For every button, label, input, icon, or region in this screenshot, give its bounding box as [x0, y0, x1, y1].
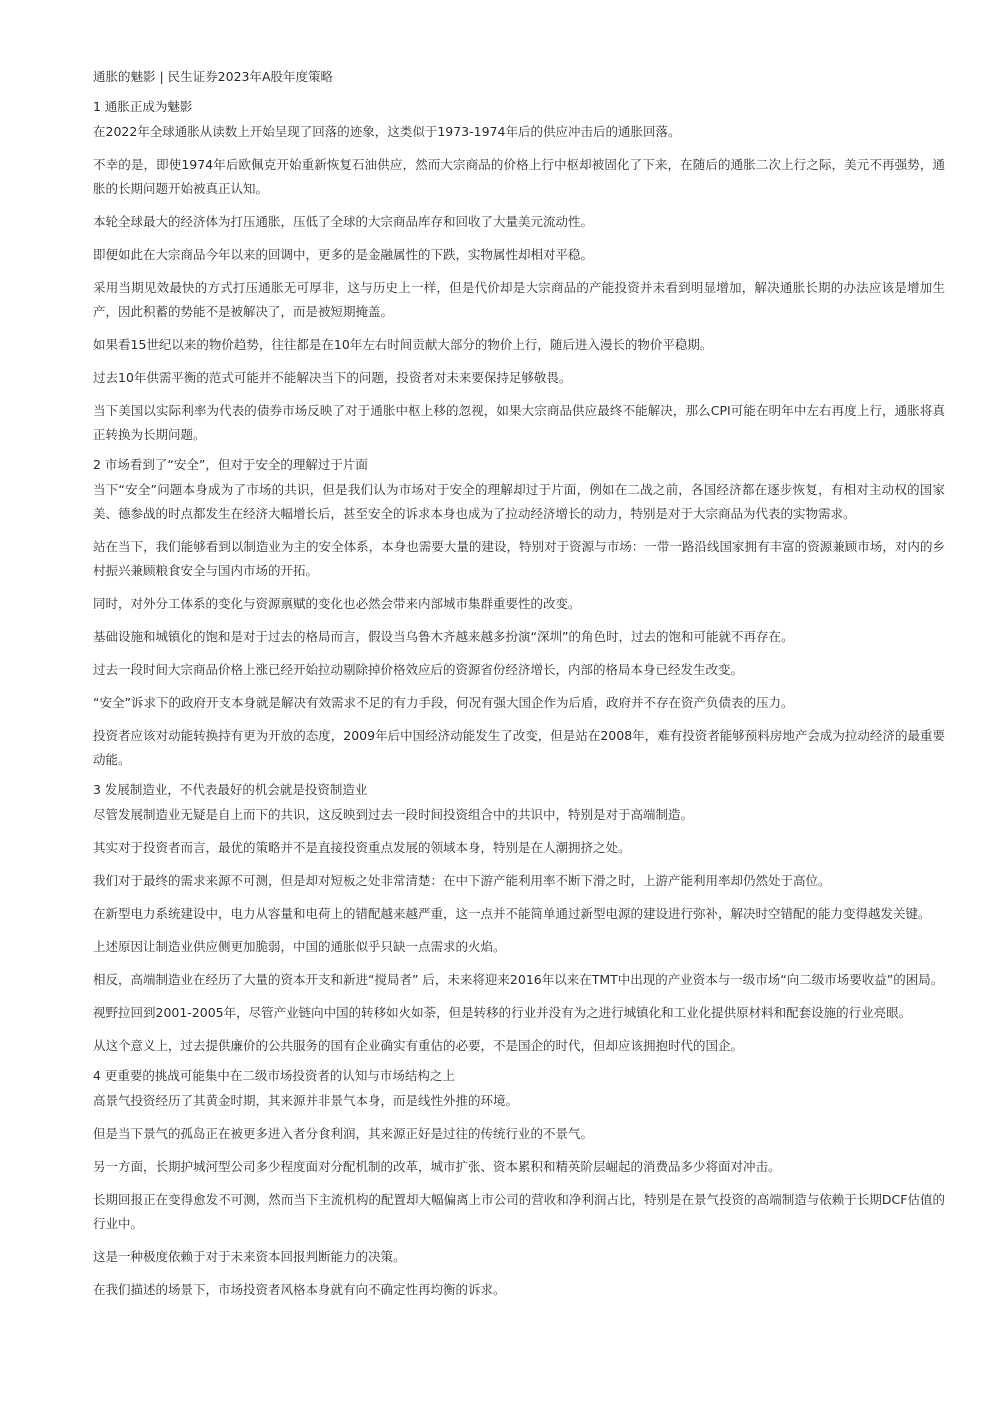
paragraph: 不幸的是，即使1974年后欧佩克开始重新恢复石油供应，然而大宗商品的价格上行中枢却被固化了下来，在随后的通胀二次上行之际，美元不再强势，通胀的长期问题开始被真正认知。: [93, 157, 945, 196]
paragraph: 投资者应该对动能转换持有更为开放的态度，2009年后中国经济动能发生了改变，但是站在2008年，难有投资者能够预料房地产会成为拉动经济的最重要动能。: [93, 728, 945, 767]
section-4: [93, 1067, 945, 1302]
paragraph: 尽管发展制造业无疑是自上而下的共识，这反映到过去一段时间投资组合中的共识中，特别是对于高端制造。: [93, 807, 694, 822]
paragraph: 高景气投资经历了其黄金时期，其来源并非景气本身，而是线性外推的环境。: [93, 1093, 519, 1108]
paragraph: 相反，高端制造业在经历了大量的资本开支和新进“搅局者” 后，未来将迎来2016年以来在TMT中出现的产业资本与一级市场“向二级市场要收益”的困局。: [93, 972, 944, 987]
section-2: [93, 456, 945, 772]
paragraph: 过去一段时间大宗商品价格上涨已经开始拉动剔除掉价格效应后的资源省份经济增长，内部的格局本身已经发生改变。: [93, 662, 744, 677]
document-page: [93, 68, 945, 1311]
paragraph: 视野拉回到2001-2005年，尽管产业链向中国的转移如火如荼，但是转移的行业并没有为之进行城镇化和工业化提供原材料和配套设施的行业亮眼。: [93, 1005, 912, 1020]
section-1: [93, 98, 945, 447]
section-3: [93, 781, 945, 1058]
paragraph: 在我们描述的场景下，市场投资者风格本身就有向不确定性再均衡的诉求。: [93, 1282, 506, 1297]
paragraph: 过去10年供需平衡的范式可能并不能解决当下的问题，投资者对未来要保持足够敬畏。: [93, 370, 572, 385]
paragraph: 另一方面，长期护城河型公司多少程度面对分配机制的改革，城市扩张、资本累积和精英阶层崛起的消费品多少将面对冲击。: [93, 1159, 781, 1174]
document-title: 通胀的魅影 | 民生证券2023年A股年度策略: [93, 69, 334, 84]
section-heading: 2 市场看到了“安全”，但对于安全的理解过于片面: [93, 457, 368, 472]
paragraph: 上述原因让制造业供应侧更加脆弱，中国的通胀似乎只缺一点需求的火焰。: [93, 939, 506, 954]
paragraph: 长期回报正在变得愈发不可测，然而当下主流机构的配置却大幅偏离上市公司的营收和净利润占比，特别是在景气投资的高端制造与依赖于长期DCF估值的行业中。: [93, 1192, 945, 1231]
paragraph: 同时，对外分工体系的变化与资源禀赋的变化也必然会带来内部城市集群重要性的改变。: [93, 596, 581, 611]
paragraph: 站在当下，我们能够看到以制造业为主的安全体系，本身也需要大量的建设，特别对于资源与市场：一带一路沿线国家拥有丰富的资源兼顾市场，对内的乡村振兴兼顾粮食安全与国内市场的开拓。: [93, 539, 945, 578]
paragraph: 本轮全球最大的经济体为打压通胀，压低了全球的大宗商品库存和回收了大量美元流动性。: [93, 214, 594, 229]
paragraph: 这是一种极度依赖于对于未来资本回报判断能力的决策。: [93, 1249, 406, 1264]
paragraph: 其实对于投资者而言，最优的策略并不是直接投资重点发展的领域本身，特别是在人潮拥挤之处。: [93, 840, 631, 855]
paragraph: 在新型电力系统建设中，电力从容量和电荷上的错配越来越严重，这一点并不能简单通过新型电源的建设进行弥补，解决时空错配的能力变得越发关键。: [93, 906, 931, 921]
paragraph: 从这个意义上，过去提供廉价的公共服务的国有企业确实有重估的必要，不是国企的时代，但却应该拥抱时代的国企。: [93, 1038, 744, 1053]
paragraph: 即便如此在大宗商品今年以来的回调中，更多的是金融属性的下跌，实物属性却相对平稳。: [93, 247, 594, 262]
paragraph: 采用当期见效最快的方式打压通胀无可厚非，这与历史上一样，但是代价却是大宗商品的产能投资并未看到明显增加，解决通胀长期的办法应该是增加生产，因此积蓄的势能不是被解决了，而是被短期掩盖。: [93, 280, 945, 319]
paragraph: 基础设施和城镇化的饱和是对于过去的格局而言，假设当乌鲁木齐越来越多扮演“深圳”的角色时，过去的饱和可能就不再存在。: [93, 629, 794, 644]
paragraph: 在2022年全球通胀从读数上开始呈现了回落的迹象，这类似于1973-1974年后的供应冲击后的通胀回落。: [93, 124, 681, 139]
section-heading: 4 更重要的挑战可能集中在二级市场投资者的认知与市场结构之上: [93, 1068, 455, 1083]
paragraph: 我们对于最终的需求来源不可测，但是却对短板之处非常清楚：在中下游产能利用率不断下滑之时，上游产能利用率却仍然处于高位。: [93, 873, 831, 888]
paragraph: 当下“安全”问题本身成为了市场的共识，但是我们认为市场对于安全的理解却过于片面，例如在二战之前，各国经济都在逐步恢复，有相对主动权的国家美、德参战的时点都发生在经济大幅增长后，甚至安全的诉求本身也成为了拉动经济增长的动力，特别是对于大宗商品为代表的实物需求。: [93, 482, 945, 521]
paragraph: 如果看15世纪以来的物价趋势，往往都是在10年左右时间贡献大部分的物价上行，随后进入漫长的物价平稳期。: [93, 337, 713, 352]
paragraph: “安全”诉求下的政府开支本身就是解决有效需求不足的有力手段，何况有强大国企作为后盾，政府并不存在资产负债表的压力。: [93, 695, 794, 710]
section-heading: 1 通胀正成为魅影: [93, 99, 193, 114]
section-heading: 3 发展制造业，不代表最好的机会就是投资制造业: [93, 782, 368, 797]
paragraph: 当下美国以实际利率为代表的债券市场反映了对于通胀中枢上移的忽视，如果大宗商品供应最终不能解决，那么CPI可能在明年中左右再度上行，通胀将真正转换为长期问题。: [93, 403, 945, 442]
paragraph: 但是当下景气的孤岛正在被更多进入者分食利润，其来源正好是过往的传统行业的不景气。: [93, 1126, 594, 1141]
